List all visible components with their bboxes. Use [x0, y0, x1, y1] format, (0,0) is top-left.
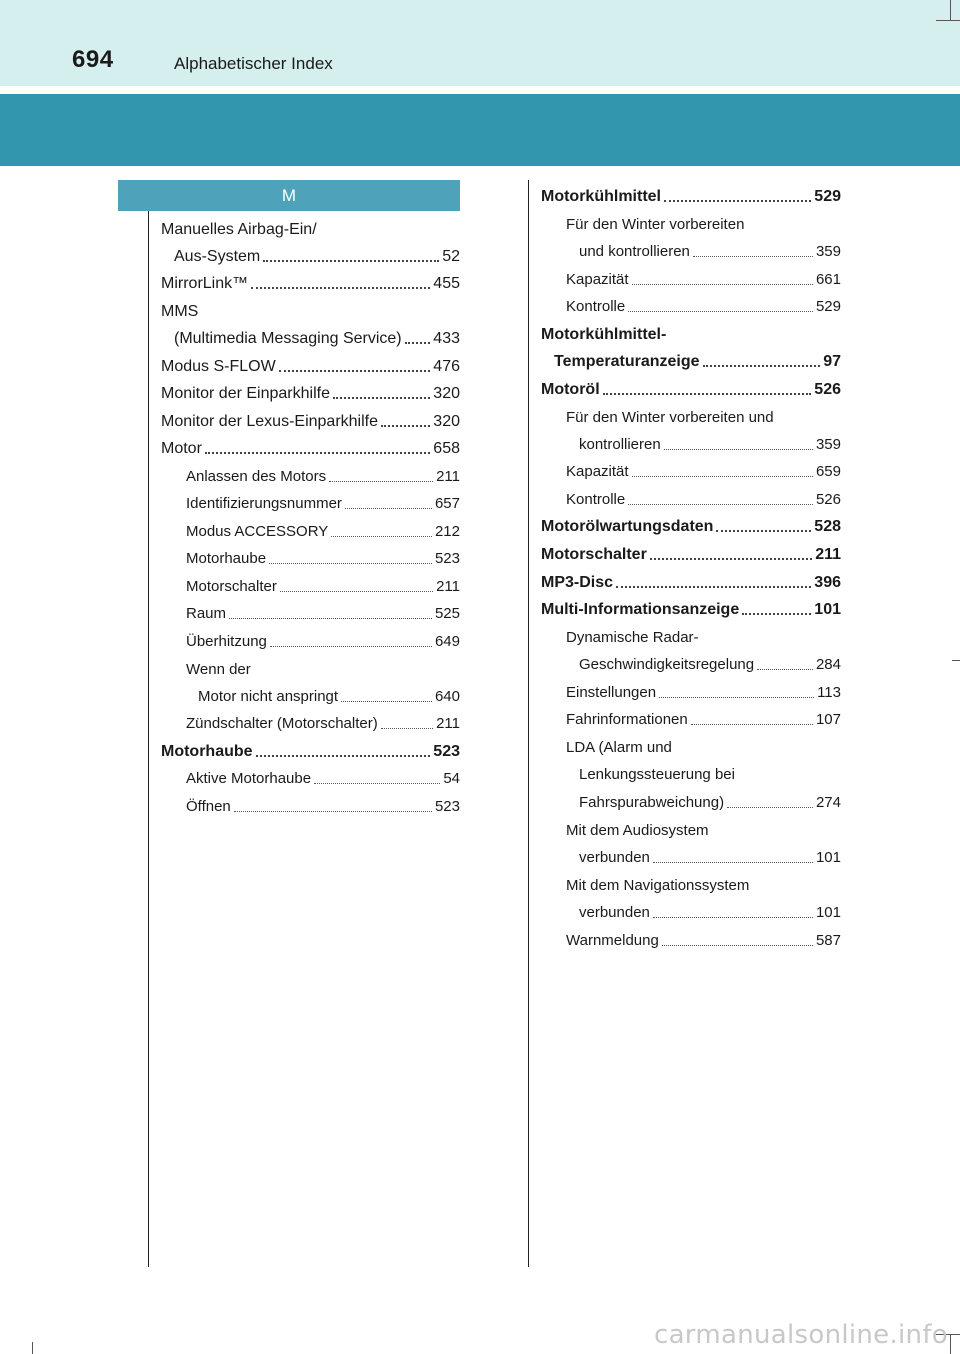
index-entry: [541, 573, 841, 593]
leader-dots: [742, 613, 811, 615]
index-subentry: [186, 632, 460, 652]
index-entry-label: Motorhaube: [186, 550, 267, 567]
index-entry-label: kontrollieren: [579, 436, 661, 453]
page-ref: 320: [433, 413, 460, 430]
index-entry: [161, 274, 460, 294]
leader-dots: [251, 287, 430, 289]
index-entry-label: Kapazität: [566, 271, 629, 288]
page-ref: 52: [442, 248, 460, 265]
page-ref: 101: [815, 849, 841, 866]
header-accent-band: [0, 94, 960, 166]
index-entry-label: Kontrolle: [566, 491, 626, 508]
crop-mark: [936, 20, 960, 21]
index-entry-text: Für den Winter vorbereiten und: [566, 409, 774, 426]
page-ref: 529: [814, 188, 841, 205]
index-subentry: [186, 522, 460, 542]
index-entry: [541, 600, 841, 620]
index-entry-label: Fahrspurabweichung): [579, 794, 725, 811]
leader-dots: [263, 260, 439, 262]
index-entry: [554, 352, 841, 372]
section-title: Alphabetischer Index: [174, 54, 333, 73]
index-entry-text: Mit dem Navigationssystem: [566, 877, 750, 894]
leader-dots: [650, 558, 812, 560]
index-entry-label: Fahrinformationen: [566, 711, 688, 728]
page-ref: 274: [815, 794, 841, 811]
page-ref: 320: [433, 385, 460, 402]
leader-dots: [279, 370, 431, 372]
leader-dots: [270, 646, 432, 647]
page-ref: 211: [436, 715, 460, 732]
leader-dots: [345, 508, 432, 509]
letter-heading: [118, 180, 460, 211]
leader-dots: [653, 917, 813, 918]
index-entry-label: Motorhaube: [161, 743, 253, 760]
index-entry-label: Monitor der Lexus-Einparkhilfe: [161, 413, 378, 430]
index-entry-label: verbunden: [579, 849, 650, 866]
index-entry-label: Kapazität: [566, 463, 629, 480]
leader-dots: [628, 311, 813, 312]
index-entry-label: Kontrolle: [566, 298, 626, 315]
index-entry-label: (Multimedia Messaging Service): [174, 330, 402, 347]
page-ref: 529: [815, 298, 841, 315]
page-ref: 587: [815, 932, 841, 949]
page-ref: 101: [815, 904, 841, 921]
index-entry-text: LDA (Alarm und: [566, 739, 672, 756]
index-entry-text: Wenn der: [186, 661, 251, 678]
index-entry-text: Mit dem Audiosystem: [566, 822, 709, 839]
leader-dots: [628, 504, 813, 505]
index-entry-label: MirrorLink™: [161, 275, 249, 292]
index-entry-label: Motorkühlmittel: [541, 188, 661, 205]
index-entry-label: Motoröl: [541, 381, 600, 398]
page-ref: 54: [443, 770, 460, 787]
page-ref: 657: [434, 495, 460, 512]
page-ref: 212: [434, 523, 460, 540]
leader-dots: [632, 476, 813, 477]
page-ref: 526: [815, 491, 841, 508]
index-entry-text: Lenkungssteuerung bei: [579, 766, 735, 783]
index-entry-text: Für den Winter vorbereiten: [566, 216, 745, 233]
index-entry: [174, 329, 460, 349]
page-ref: 455: [433, 275, 460, 292]
index-subentry: [186, 769, 460, 789]
page-ref: 658: [433, 440, 460, 457]
index-entry-label: Raum: [186, 605, 227, 622]
page-ref: 528: [814, 518, 841, 535]
page-ref: 113: [817, 684, 841, 701]
leader-dots: [664, 449, 813, 450]
index-entry: [161, 742, 460, 762]
leader-dots: [716, 530, 811, 532]
page-ref: 476: [433, 358, 460, 375]
crop-mark: [32, 1342, 33, 1354]
leader-dots: [280, 591, 433, 592]
index-subentry: [579, 903, 841, 923]
index-entry: [174, 247, 460, 267]
crop-mark: [950, 1334, 951, 1354]
index-entry-text: MMS: [161, 303, 199, 320]
leader-dots: [603, 393, 812, 395]
index-subentry: [186, 467, 460, 487]
leader-dots: [659, 697, 814, 698]
header-band: [0, 0, 960, 86]
index-entry-label: Warnmeldung: [566, 932, 659, 949]
page-ref: 433: [433, 330, 460, 347]
leader-dots: [381, 425, 430, 427]
leader-dots: [632, 284, 813, 285]
leader-dots: [664, 200, 811, 202]
index-subentry: [566, 683, 841, 703]
index-subentry: [186, 714, 460, 734]
index-entry-label: Motor: [161, 440, 202, 457]
leader-dots: [256, 755, 431, 757]
index-entry-text: Motorkühlmittel-: [541, 326, 667, 343]
left-column-rule: [148, 211, 149, 1267]
index-entry: [161, 412, 460, 432]
leader-dots: [691, 724, 813, 725]
leader-dots: [662, 945, 813, 946]
letter-heading-label: M: [281, 185, 297, 205]
leader-dots: [331, 536, 432, 537]
page-ref: 526: [814, 381, 841, 398]
watermark: carmanualsonline.info: [653, 1320, 948, 1350]
index-entry-text: Manuelles Airbag-Ein/: [161, 221, 317, 238]
page-ref: 396: [814, 574, 841, 591]
page-ref: 101: [814, 601, 841, 618]
leader-dots: [269, 563, 432, 564]
leader-dots: [229, 618, 432, 619]
leader-dots: [381, 728, 433, 729]
index-entry-label: und kontrollieren: [579, 243, 690, 260]
index-subentry: [566, 710, 841, 730]
page-ref: 661: [815, 271, 841, 288]
index-entry-label: Aktive Motorhaube: [186, 770, 312, 787]
index-entry-label: Modus ACCESSORY: [186, 523, 329, 540]
index-subentry: [566, 490, 841, 510]
index-entry-label: MP3-Disc: [541, 574, 614, 591]
right-column-rule: [528, 180, 529, 1267]
index-entry-label: Motor nicht anspringt: [198, 688, 339, 705]
page-ref: 107: [815, 711, 841, 728]
page-ref: 523: [434, 798, 460, 815]
index-entry: [161, 357, 460, 377]
index-entry: [541, 187, 841, 207]
index-entry-label: Temperaturanzeige: [554, 353, 700, 370]
page-ref: 659: [815, 463, 841, 480]
page-ref: 523: [434, 550, 460, 567]
index-subentry: [198, 687, 460, 707]
index-subentry: [579, 435, 841, 455]
leader-dots: [405, 342, 431, 344]
leader-dots: [329, 481, 433, 482]
index-entry-label: Einstellungen: [566, 684, 657, 701]
leader-dots: [757, 669, 813, 670]
index-entry-label: Motorölwartungsdaten: [541, 518, 714, 535]
page-ref: 523: [433, 743, 460, 760]
index-entry-label: Anlassen des Motors: [186, 468, 327, 485]
index-entry-label: Identifizierungsnummer: [186, 495, 342, 512]
page-ref: 211: [436, 578, 460, 595]
leader-dots: [234, 811, 432, 812]
index-subentry: [186, 604, 460, 624]
index-subentry: [579, 848, 841, 868]
index-subentry: [566, 270, 841, 290]
index-subentry: [579, 793, 841, 813]
page-ref: 284: [815, 656, 841, 673]
page-ref: 359: [815, 436, 841, 453]
page-ref: 649: [434, 633, 460, 650]
index-entry-label: Motorschalter: [541, 546, 647, 563]
index-entry-label: Modus S-FLOW: [161, 358, 276, 375]
index-entry: [541, 517, 841, 537]
index-subentry: [579, 242, 841, 262]
index-entry-text: Dynamische Radar-: [566, 629, 699, 646]
page-ref: 640: [434, 688, 460, 705]
index-subentry: [566, 297, 841, 317]
leader-dots: [727, 807, 813, 808]
index-entry-label: Monitor der Einparkhilfe: [161, 385, 330, 402]
leader-dots: [693, 256, 813, 257]
index-entry-label: Multi-Informationsanzeige: [541, 601, 740, 618]
crop-mark: [952, 660, 960, 661]
index-subentry: [186, 549, 460, 569]
index-entry: [541, 380, 841, 400]
index-subentry: [579, 655, 841, 675]
index-subentry: [186, 797, 460, 817]
index-entry: [161, 439, 460, 459]
index-subentry: [566, 462, 841, 482]
leader-dots: [341, 701, 432, 702]
leader-dots: [653, 862, 813, 863]
index-entry-label: Öffnen: [186, 798, 231, 815]
index-entry-label: verbunden: [579, 904, 650, 921]
index-entry-label: Motorschalter: [186, 578, 277, 595]
index-subentry: [186, 494, 460, 514]
leader-dots: [703, 365, 821, 367]
index-entry-label: Überhitzung: [186, 633, 267, 650]
page-ref: 211: [815, 546, 841, 563]
leader-dots: [205, 452, 430, 454]
index-entry-label: Geschwindigkeitsregelung: [579, 656, 755, 673]
index-subentry: [186, 577, 460, 597]
leader-dots: [314, 783, 440, 784]
page-number: 694: [72, 46, 114, 73]
index-subentry: [566, 931, 841, 951]
page-ref: 359: [815, 243, 841, 260]
page-ref: 97: [823, 353, 841, 370]
page-ref: 211: [436, 468, 460, 485]
index-entry: [541, 545, 841, 565]
index-entry: [161, 384, 460, 404]
crop-mark: [950, 0, 951, 20]
page-ref: 525: [434, 605, 460, 622]
leader-dots: [333, 397, 430, 399]
leader-dots: [616, 586, 811, 588]
index-entry-label: Zündschalter (Motorschalter): [186, 715, 378, 732]
index-entry-label: Aus-System: [174, 248, 261, 265]
